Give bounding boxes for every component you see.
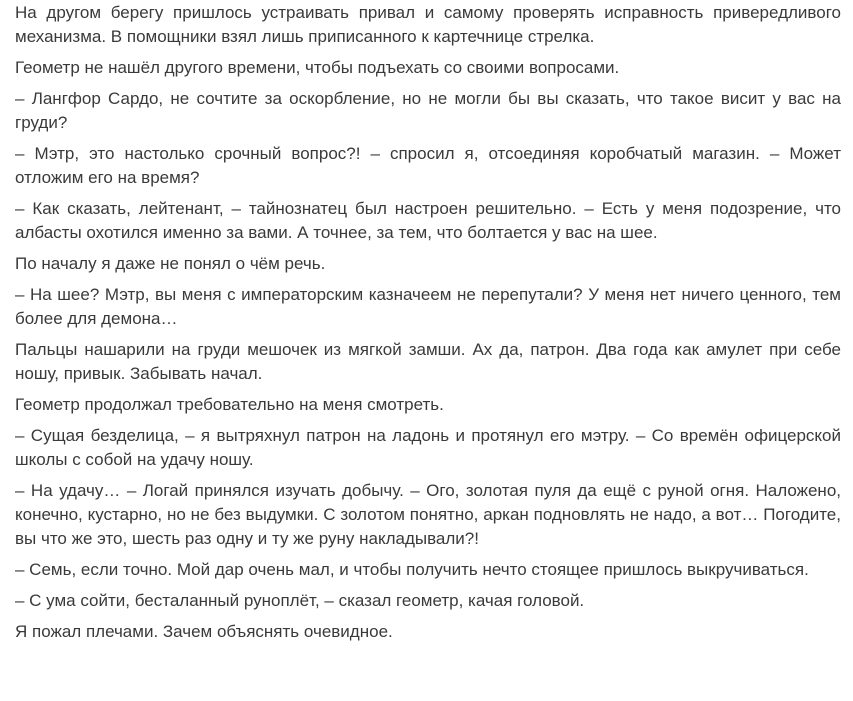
paragraph-6: По началу я даже не понял о чём речь. (15, 254, 326, 273)
paragraph-10: – Сущая безделица, – я вытряхнул патрон на ладонь и протянул его мэтру. – Со времён офицерской школы с собой на удачу ношу. (15, 426, 841, 469)
paragraph-11: – На удачу… – Логай принялся изучать добычу. – Ого, золотая пуля да ещё с руной огня. Наложено, конечно, кустарно, но не без выдумки. С золотом понятно, аркан подновлять не надо, а вот… Погодите, вы что же это, шесть раз одну и ту же руну накладывали?! (15, 481, 841, 548)
paragraph-9: Геометр продолжал требовательно на меня смотреть. (15, 395, 444, 414)
paragraph-1: На другом берегу пришлось устраивать привал и самому проверять исправность привередливого механизма. В помощники взял лишь приписанного к картечнице стрелка. (15, 3, 841, 46)
paragraph-12: – Семь, если точно. Мой дар очень мал, и чтобы получить нечто стоящее пришлось выкручиваться. (15, 560, 809, 579)
paragraph-4: – Мэтр, это настолько срочный вопрос?! – спросил я, отсоединяя коробчатый магазин. – Может отложим его на время? (15, 144, 841, 187)
paragraph-5: – Как сказать, лейтенант, – тайнознатец был настроен решительно. – Есть у меня подозрение, что албасты охотился именно за вами. А точнее, за тем, что болтается у вас на шее. (15, 199, 841, 242)
paragraph-3: – Лангфор Сардо, не сочтите за оскорбление, но не могли бы вы сказать, что такое висит у вас на груди? (15, 89, 841, 132)
paragraph-13: – С ума сойти, бесталанный руноплёт, – сказал геометр, качая головой. (15, 591, 585, 610)
paragraph-8: Пальцы нашарили на груди мешочек из мягкой замши. Ах да, патрон. Два года как амулет при себе ношу, привык. Забывать начал. (15, 340, 841, 383)
paragraph-7: – На шее? Мэтр, вы меня с императорским казначеем не перепутали? У меня нет ничего ценного, тем более для демона… (15, 285, 841, 328)
paragraph-2: Геометр не нашёл другого времени, чтобы подъехать со своими вопросами. (15, 58, 620, 77)
paragraph-14: Я пожал плечами. Зачем объяснять очевидное. (15, 622, 393, 641)
